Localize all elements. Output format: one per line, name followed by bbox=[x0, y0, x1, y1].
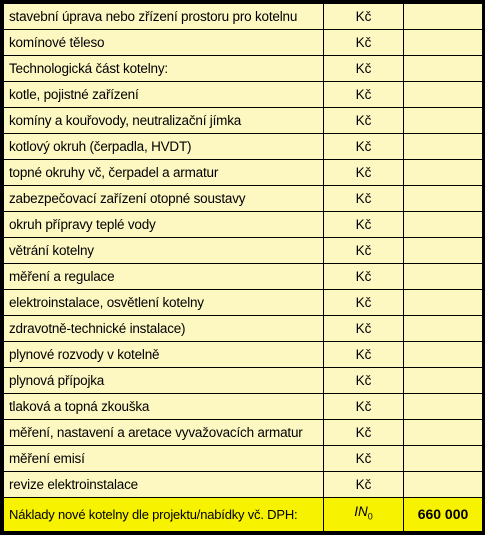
table-row bbox=[4, 134, 483, 160]
row-label: komíny a kouřovody, neutralizační jímka bbox=[4, 108, 324, 134]
row-label: stavební úprava nebo zřízení prostoru pro kotelnu bbox=[4, 4, 324, 30]
row-label: větrání kotelny bbox=[4, 238, 324, 264]
row-label: revize elektroinstalace bbox=[4, 472, 324, 498]
table-row bbox=[4, 160, 483, 186]
row-unit: Kč bbox=[324, 238, 404, 264]
row-label: plynové rozvody v kotelně bbox=[4, 342, 324, 368]
table-row bbox=[4, 264, 483, 290]
row-label: kotle, pojistné zařízení bbox=[4, 82, 324, 108]
row-label: Technologická část kotelny: bbox=[4, 56, 324, 82]
table-row bbox=[4, 56, 483, 82]
cost-table bbox=[3, 3, 483, 532]
table-row bbox=[4, 4, 483, 30]
row-label: topné okruhy vč, čerpadel a armatur bbox=[4, 160, 324, 186]
row-value bbox=[404, 4, 483, 30]
row-unit: Kč bbox=[324, 342, 404, 368]
total-row bbox=[4, 498, 483, 532]
table-row bbox=[4, 30, 483, 56]
row-unit: Kč bbox=[324, 394, 404, 420]
row-value bbox=[404, 420, 483, 446]
row-unit: Kč bbox=[324, 446, 404, 472]
row-unit: Kč bbox=[324, 316, 404, 342]
row-unit: Kč bbox=[324, 134, 404, 160]
row-value bbox=[404, 316, 483, 342]
row-label: tlaková a topná zkouška bbox=[4, 394, 324, 420]
table-row bbox=[4, 472, 483, 498]
row-label: měření emisí bbox=[4, 446, 324, 472]
table-row bbox=[4, 82, 483, 108]
row-value bbox=[404, 342, 483, 368]
row-value bbox=[404, 82, 483, 108]
row-label: kotlový okruh (čerpadla, HVDT) bbox=[4, 134, 324, 160]
table-row bbox=[4, 212, 483, 238]
table-row bbox=[4, 186, 483, 212]
row-unit: Kč bbox=[324, 186, 404, 212]
row-value bbox=[404, 472, 483, 498]
total-value: 660 000 bbox=[404, 498, 483, 532]
row-label: okruh přípravy teplé vody bbox=[4, 212, 324, 238]
row-unit: Kč bbox=[324, 4, 404, 30]
row-value bbox=[404, 134, 483, 160]
total-label: Náklady nové kotelny dle projektu/nabídky vč. DPH: bbox=[4, 498, 324, 532]
table-row bbox=[4, 316, 483, 342]
row-unit: Kč bbox=[324, 82, 404, 108]
row-unit: Kč bbox=[324, 290, 404, 316]
row-value bbox=[404, 186, 483, 212]
row-unit: Kč bbox=[324, 472, 404, 498]
row-value bbox=[404, 368, 483, 394]
row-unit: Kč bbox=[324, 108, 404, 134]
row-label: měření a regulace bbox=[4, 264, 324, 290]
row-value bbox=[404, 264, 483, 290]
row-value bbox=[404, 394, 483, 420]
row-value bbox=[404, 160, 483, 186]
row-value bbox=[404, 108, 483, 134]
row-label: zdravotně-technické instalace) bbox=[4, 316, 324, 342]
row-value bbox=[404, 238, 483, 264]
row-unit: Kč bbox=[324, 56, 404, 82]
total-symbol bbox=[324, 498, 404, 532]
table-row bbox=[4, 108, 483, 134]
table-row bbox=[4, 342, 483, 368]
row-value bbox=[404, 290, 483, 316]
table-row bbox=[4, 446, 483, 472]
table-row bbox=[4, 238, 483, 264]
row-value bbox=[404, 56, 483, 82]
row-value bbox=[404, 446, 483, 472]
table-row bbox=[4, 368, 483, 394]
row-unit: Kč bbox=[324, 30, 404, 56]
row-label: plynová přípojka bbox=[4, 368, 324, 394]
row-unit: Kč bbox=[324, 212, 404, 238]
table-row bbox=[4, 420, 483, 446]
table-row bbox=[4, 394, 483, 420]
row-value bbox=[404, 212, 483, 238]
row-unit: Kč bbox=[324, 264, 404, 290]
row-unit: Kč bbox=[324, 420, 404, 446]
row-unit: Kč bbox=[324, 368, 404, 394]
cost-table-body bbox=[4, 4, 483, 532]
row-label: měření, nastavení a aretace vyvažovacích armatur bbox=[4, 420, 324, 446]
row-unit: Kč bbox=[324, 160, 404, 186]
row-label: elektroinstalace, osvětlení kotelny bbox=[4, 290, 324, 316]
row-label: zabezpečovací zařízení otopné soustavy bbox=[4, 186, 324, 212]
row-value bbox=[404, 30, 483, 56]
row-label: komínové těleso bbox=[4, 30, 324, 56]
total-symbol-main: IN bbox=[354, 504, 368, 519]
total-symbol-subscript: 0 bbox=[367, 511, 373, 522]
table-row bbox=[4, 290, 483, 316]
